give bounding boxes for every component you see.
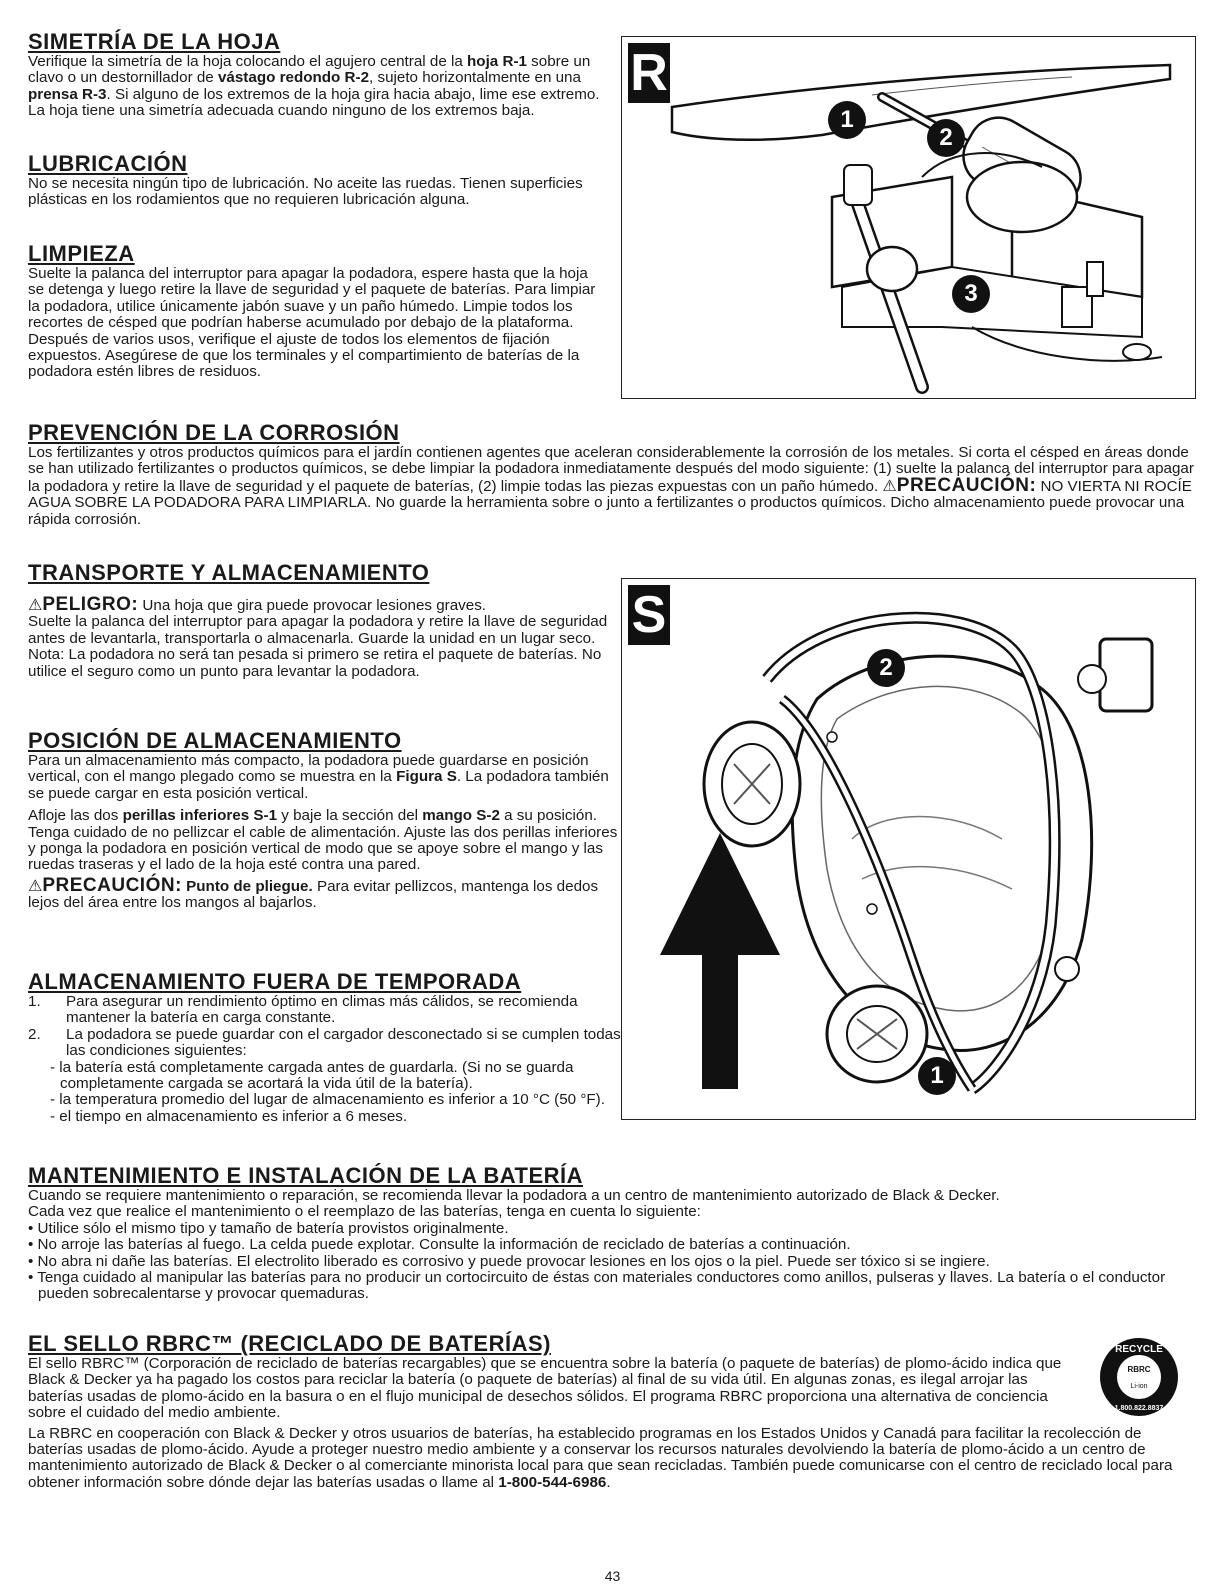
section-body: Para un almacenamiento más compacto, la podadora puede guardarse en posición vertical, con el mango plegado como se muestra en la Figura S. La podadora también se puede cargar en esta posición vertical. [28,752,609,802]
section-title: POSICIÓN DE ALMACENAMIENTO [28,728,402,753]
list-item: 1. Para asegurar un rendimiento óptimo en climas más cálidos, se recomienda mantener la batería en carga constante. [28,993,578,1027]
section-rbrc [28,1332,1196,1491]
section-body: Afloje las dos perillas inferiores S-1 y baje la sección del mango S-2 a su posición. Tenga cuidado de no pellizcar el cable de alimentación. Ajuste las dos perillas inferiores y ponga la podadora en posición vertical de modo que se apoye sobre el mango y las ruedas traseras y el lado de la hoja esté contra una pared. [28,807,618,874]
stored-mower-illustration [622,579,1195,1119]
section-body: Verifique la simetría de la hoja colocando el agujero central de la hoja R-1 sobre un clavo o un destornillador de vástago redondo R-2, sujeto horizontalmente en una prensa R-3. Si alguno de los extremos de la hoja gira hacia abajo, lime ese extremo. La hoja tiene una simetría adecuada cuando ninguno de los extremos baja. [28,53,600,120]
section-title: TRANSPORTE Y ALMACENAMIENTO [28,560,430,585]
figure-letter: R [628,43,670,103]
callout-1: 1 [828,101,866,139]
figure-letter: S [628,585,670,645]
section-title: MANTENIMIENTO E INSTALACIÓN DE LA BATERÍA [28,1163,584,1188]
warning-icon: ⚠ [28,597,43,614]
rbrc-recycle-seal [1098,1336,1180,1418]
section-title: LIMPIEZA [28,241,135,266]
list-item: - la batería está completamente cargada antes de guardarla. (Si no se guarda completamente cargada se acortará la vida útil de la batería). [50,1058,574,1093]
section-lubricacion [28,152,598,209]
section-fuera-temporada [28,970,626,1125]
section-title: ALMACENAMIENTO FUERA DE TEMPORADA [28,969,522,994]
list-item: 2. La podadora se puede guardar con el cargador desconectado si se cumplen todas las condiciones siguientes: [28,1025,621,1060]
svg-text:RECYCLE: RECYCLE [1115,1344,1163,1355]
warning-icon: ⚠ [882,477,897,495]
page-number: 43 [604,1568,621,1584]
section-body: Cada vez que realice el mantenimiento o el reemplazo de las baterías, tenga en cuenta lo siguiente: [28,1203,701,1221]
section-title: SIMETRÍA DE LA HOJA [28,29,281,54]
section-transporte [28,561,626,680]
svg-text:1.800.822.8837: 1.800.822.8837 [1114,1405,1164,1412]
section-body: Suelte la palanca del interruptor para apagar la podadora, espere hasta que la hoja se detenga y luego retire la llave de seguridad y el paquete de baterías. Para limpiar la podadora, utilice únicamente jabón suave y un paño húmedo. Limpie todos los recortes de césped que podrían haberse acumulado por debajo de la plataforma. Después de varios usos, verifique el ajuste de todos los elementos de fijación expuestos. Asegúrese de que los terminales y el compartimiento de baterías de la podadora estén libres de residuos. [28,265,596,381]
section-body: Suelte la palanca del interruptor para apagar la podadora y retire la llave de seguridad antes de levantarla, transportarla o almacenarla. Guarde la unidad en un lugar seco. Nota: La podadora no será tan pesada si primero se retira el paquete de baterías. No utilice el seguro como un punto para levantar la podadora. [28,613,608,680]
callout-1: 1 [918,1057,956,1095]
svg-text:Li-ion: Li-ion [1130,1383,1148,1390]
section-body: La RBRC en cooperación con Black & Decker y otros usuarios de baterías, ha establecido programas en los Estados Unidos y Canadá para facilitar la recolección de baterías usadas de plomo-ácido. Ayude a proteger nuestro medio ambiente y a conservar los recursos naturales devolviendo la batería de plomo-ácido a un centro de mantenimiento autorizado de Black & Decker o al comerciante minorista local para que sean recicladas. También puede comunicarse con el centro de reciclado local para obtener información sobre dónde dejar las baterías usadas o llame al 1-800-544-6986. [28,1424,1173,1491]
warning-label: PRECAUCIÓN: [896,474,1037,496]
list-item: - la temperatura promedio del lugar de almacenamiento es inferior a 10 °C (50 °F). [50,1091,605,1109]
section-bateria [28,1164,1196,1303]
warning-label: PRECAUCIÓN: [42,874,182,896]
callout-3: 3 [952,275,990,313]
list-item: - el tiempo en almacenamiento es inferior a 6 meses. [50,1107,408,1125]
section-posicion [28,729,624,912]
blade-vise-illustration [622,37,1195,398]
section-body: Los fertilizantes y otros productos químicos para el jardín contienen agentes que aceleran considerablemente la corrosión de los metales. Si corta el césped en áreas donde se han utilizado fertilizantes o productos químicos, se debe limpiar la podadora inmediatamente después del modo siguiente: (1) suelte la palanca del interruptor para apagar la podadora y retire la llave de seguridad y el paquete de baterías, (2) limpie todas las piezas expuestas con un paño húmedo. ⚠PRECAUCIÓN: NO VIERTA NI ROCÍE AGUA SOBRE LA PODADORA PARA LIMPIARLA. No guarde la herramienta sobre o junto a fertilizantes o productos químicos. Dicho almacenamiento puede provocar una rápida corrosión. [28,444,1194,528]
figure-s [621,578,1196,1120]
list-item: • No abra ni dañe las baterías. El electrolito liberado es corrosivo y puede provocar lesiones en los ojos o la piel. Puede ser tóxico si se ingiere. [28,1252,990,1270]
warning-line: ⚠PELIGRO: Una hoja que gira puede provocar lesiones graves. [28,594,487,615]
section-body: El sello RBRC™ (Corporación de reciclado de baterías recargables) que se encuentra sobre la batería (o paquete de baterías) de plomo-ácido indica que Black & Decker ya ha pagado los costos para reciclar la batería (o paquete de baterías) al final de su vida útil. En algunas zonas, es ilegal arrojar las baterías usadas de plomo-ácido en la basura o en el flujo municipal de desechos sólidos. El programa RBRC proporciona una alternativa de conciencia sobre el cuidado del medio ambiente. [28,1355,1062,1422]
caution-line: ⚠PRECAUCIÓN: Punto de pliegue. Para evitar pellizcos, mantenga los dedos lejos del área entre los mangos al bajarlos. [28,874,599,912]
section-title: PREVENCIÓN DE LA CORROSIÓN [28,420,400,445]
rbrc-seal-icon [1098,1336,1180,1418]
section-body: No se necesita ningún tipo de lubricación. No aceite las ruedas. Tienen superficies plásticas en los rodamientos que no requieren lubricación alguna. [28,175,583,209]
section-limpieza [28,242,606,381]
callout-2: 2 [927,119,965,157]
callout-2: 2 [867,649,905,687]
bullet-list [28,1221,1196,1303]
section-title: LUBRICACIÓN [28,151,188,176]
section-simetria [28,30,618,120]
section-title: EL SELLO RBRC™ (RECICLADO DE BATERÍAS) [28,1331,551,1356]
list-item: • No arroje las baterías al fuego. La celda puede explotar. Consulte la información de reciclado de baterías a continuación. [28,1236,851,1254]
list-item: • Utilice sólo el mismo tipo y tamaño de batería provistos originalmente. [28,1219,509,1237]
sub-list [28,1060,626,1126]
warning-icon: ⚠ [28,877,43,895]
svg-text:RBRC: RBRC [1127,1365,1151,1374]
section-corrosion [28,421,1196,528]
list-item: • Tenga cuidado al manipular las baterías para no producir un cortocircuito de éstas con materiales conductores como anillos, pulseras y llaves. La batería o el conductor pueden sobrecalentarse y provocar quemaduras. [28,1269,1166,1303]
figure-r [621,36,1196,399]
warning-label: PELIGRO: [42,594,139,615]
section-body: Cuando se requiere mantenimiento o reparación, se recomienda llevar la podadora a un centro de mantenimiento autorizado de Black & Decker. [28,1187,1000,1204]
numbered-list [28,994,626,1060]
